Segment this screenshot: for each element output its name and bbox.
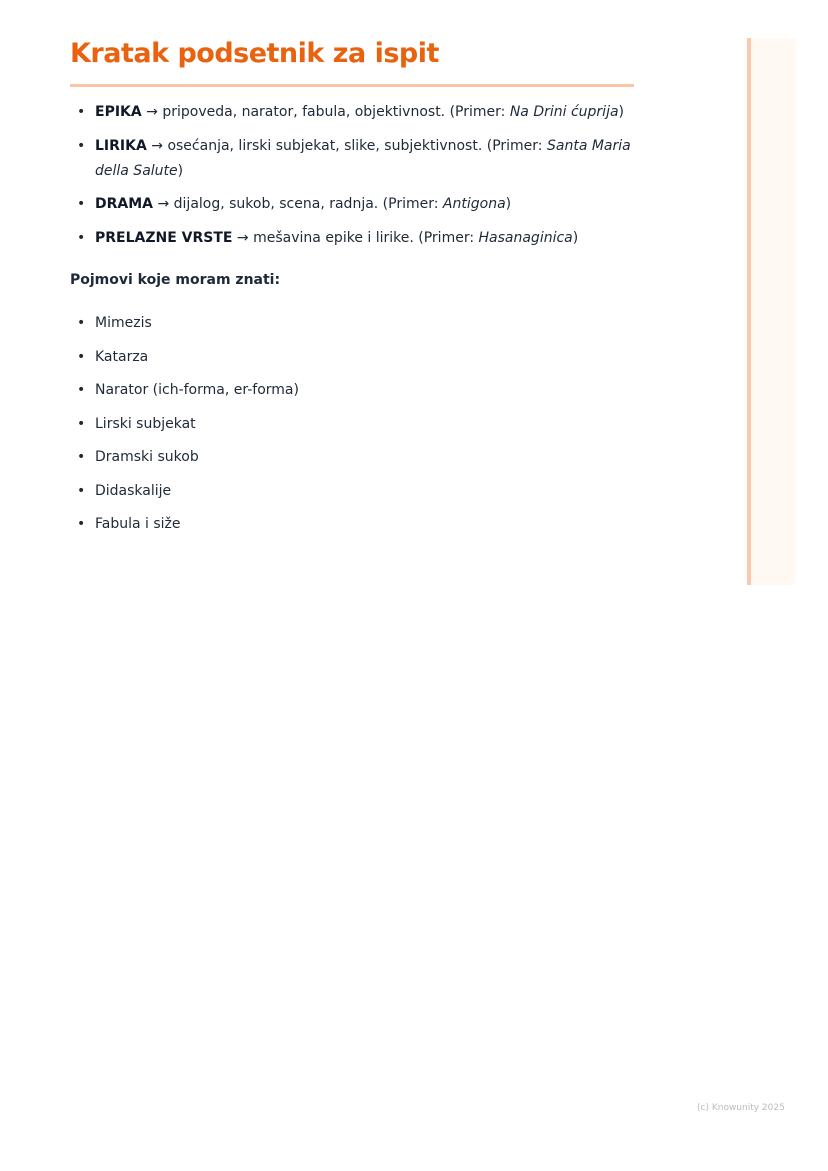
list-item: • EPIKA → pripoveda, narator, fabula, objektivnost. (Primer: Na Drini ćuprija) xyxy=(70,100,640,125)
list-item: • LIRIKA → osećanja, lirski subjekat, slike, subjektivnost. (Primer: Santa Maria della Salute) xyxy=(70,134,640,184)
list-item: • Dramski sukob xyxy=(70,445,299,470)
footer-copyright: (c) Knowunity 2025 xyxy=(697,1103,785,1113)
terms-heading: Pojmovi koje moram znati: xyxy=(70,272,281,288)
list-item: • Fabula i siže xyxy=(70,512,299,537)
side-panel xyxy=(747,38,795,585)
list-item: • Mimezis xyxy=(70,311,299,336)
terms-list xyxy=(70,311,299,546)
genre-list xyxy=(70,100,640,259)
page-title: Kratak podsetnik za ispit xyxy=(70,38,439,69)
list-item: • Didaskalije xyxy=(70,479,299,504)
list-item: • Narator (ich-forma, er-forma) xyxy=(70,378,299,403)
list-item: • Katarza xyxy=(70,345,299,370)
list-item: • Lirski subjekat xyxy=(70,412,299,437)
list-item: • DRAMA → dijalog, sukob, scena, radnja. (Primer: Antigona) xyxy=(70,192,640,217)
title-divider xyxy=(70,84,634,87)
list-item: • PRELAZNE VRSTE → mešavina epike i lirike. (Primer: Hasanaginica) xyxy=(70,226,640,251)
